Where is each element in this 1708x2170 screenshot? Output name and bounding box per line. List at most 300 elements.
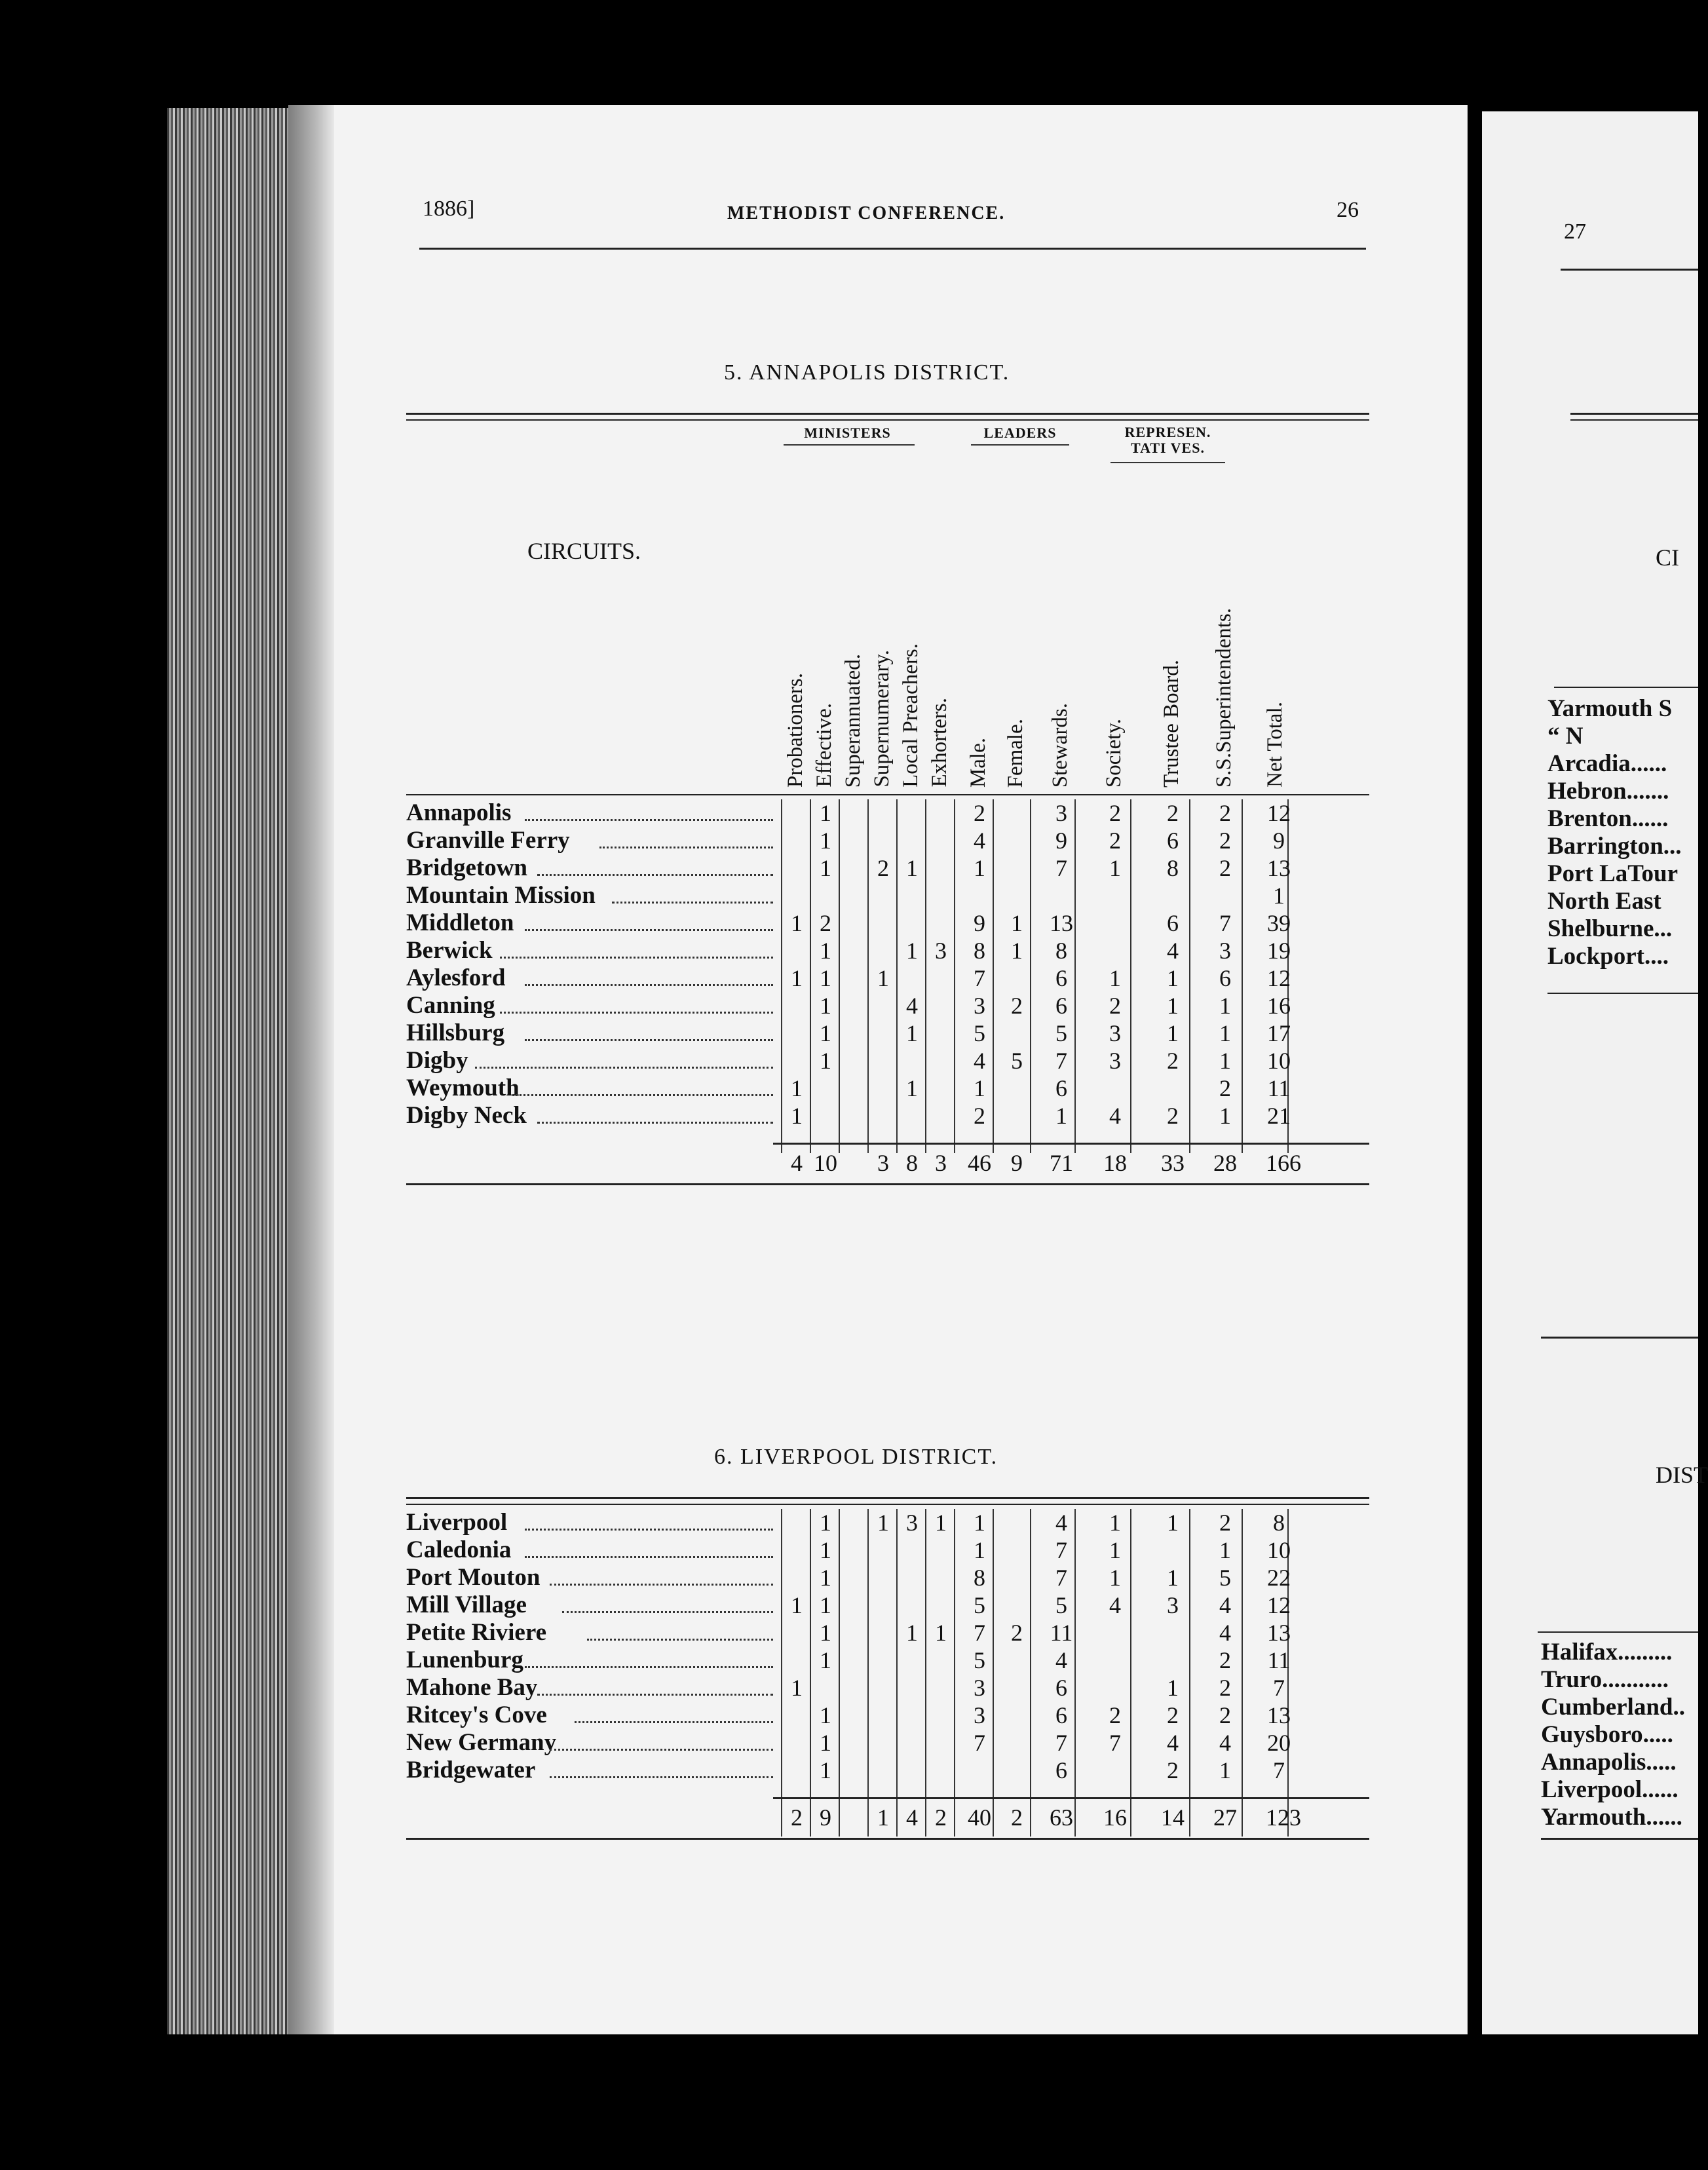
dot-leader bbox=[512, 1094, 773, 1096]
liverpool-table bbox=[406, 1497, 1369, 1838]
annapolis-table-body bbox=[406, 799, 1369, 1176]
table-cell: 6 bbox=[1055, 1757, 1067, 1783]
liverpool-row bbox=[406, 1536, 1369, 1564]
table-cell: 2 bbox=[1219, 1510, 1231, 1536]
circuit-name: Mountain Mission bbox=[406, 882, 596, 909]
table-cell: 1 bbox=[974, 1510, 985, 1536]
table-cell: 7 bbox=[1273, 1675, 1285, 1701]
table-cell: 1 bbox=[974, 1537, 985, 1563]
header-page-number: 26 bbox=[1337, 198, 1359, 222]
table-cell: 1 bbox=[791, 1103, 803, 1129]
table-cell: 5 bbox=[1055, 1592, 1067, 1618]
dot-leader bbox=[612, 902, 773, 904]
table-cell: 1 bbox=[820, 1048, 831, 1074]
dot-leader bbox=[537, 1694, 773, 1696]
table-cell: 2 bbox=[820, 910, 831, 936]
table-cell: 1 bbox=[820, 1757, 831, 1783]
circuit-name: Mahone Bay bbox=[406, 1674, 538, 1701]
table-cell: 11 bbox=[1267, 1647, 1291, 1673]
column-headings bbox=[406, 413, 1369, 806]
liverpool-row bbox=[406, 1674, 1369, 1702]
annapolis-row bbox=[406, 1019, 1369, 1047]
annapolis-row bbox=[406, 882, 1369, 909]
total-cell: 71 bbox=[1050, 1150, 1073, 1176]
table-cell: 7 bbox=[1055, 1537, 1067, 1563]
table-cell: 1 bbox=[820, 800, 831, 826]
circuit-name: Cumberland.. bbox=[1541, 1694, 1685, 1721]
table-cell: 2 bbox=[1219, 1647, 1231, 1673]
table-cell: 2 bbox=[877, 855, 889, 881]
col-female: Female. bbox=[1004, 718, 1027, 788]
table-cell: 12 bbox=[1267, 965, 1291, 991]
total-cell: 33 bbox=[1161, 1150, 1185, 1176]
table-cell: 1 bbox=[935, 1620, 947, 1646]
total-cell: 10 bbox=[814, 1150, 837, 1176]
table-cell: 39 bbox=[1267, 910, 1291, 936]
table-cell: 3 bbox=[935, 938, 947, 964]
table-cell: 1 bbox=[906, 938, 918, 964]
annapolis-row bbox=[406, 1075, 1369, 1102]
table-cell: 13 bbox=[1050, 910, 1073, 936]
table-cell: 8 bbox=[974, 938, 985, 964]
circuit-name: Yarmouth...... bbox=[1541, 1804, 1682, 1831]
table-cell: 1 bbox=[791, 910, 803, 936]
table-cell: 1 bbox=[935, 1510, 947, 1536]
total-cell: 9 bbox=[820, 1804, 831, 1831]
circuit-name: Yarmouth S bbox=[1547, 695, 1673, 722]
table-cell: 3 bbox=[1055, 800, 1067, 826]
circuit-name: Annapolis bbox=[406, 799, 512, 826]
right-page bbox=[1482, 111, 1708, 2034]
table-cell: 2 bbox=[974, 1103, 985, 1129]
table-cell: 5 bbox=[974, 1592, 985, 1618]
col-stewards: Stewards. bbox=[1048, 702, 1072, 788]
annapolis-row bbox=[406, 937, 1369, 964]
table-cell: 2 bbox=[1109, 800, 1121, 826]
table-cell: 1 bbox=[791, 1075, 803, 1101]
table-cell: 1 bbox=[1167, 993, 1179, 1019]
table-cell: 3 bbox=[1109, 1020, 1121, 1046]
table-cell: 4 bbox=[1109, 1103, 1121, 1129]
table-cell: 1 bbox=[877, 965, 889, 991]
table-cell: 6 bbox=[1055, 993, 1067, 1019]
table-cell: 2 bbox=[974, 800, 985, 826]
liverpool-totals-row bbox=[406, 1804, 1369, 1831]
total-cell: 4 bbox=[906, 1804, 918, 1831]
circuit-name: New Germany bbox=[406, 1729, 557, 1756]
total-cell: 4 bbox=[791, 1150, 803, 1176]
table-cell: 7 bbox=[1055, 1048, 1067, 1074]
total-cell: 2 bbox=[791, 1804, 803, 1831]
table-cell: 1 bbox=[820, 938, 831, 964]
dot-leader bbox=[475, 1067, 773, 1069]
table-cell: 1 bbox=[1273, 883, 1285, 909]
table-bottom-rule bbox=[406, 1183, 1369, 1185]
dot-leader bbox=[525, 984, 773, 986]
circuit-name: Liverpool...... bbox=[1541, 1776, 1679, 1803]
total-cell: 46 bbox=[968, 1150, 991, 1176]
total-cell: 63 bbox=[1050, 1804, 1073, 1831]
table-cell: 1 bbox=[820, 965, 831, 991]
col-supernumerary: Supernumerary. bbox=[870, 650, 894, 788]
dot-leader bbox=[525, 1556, 773, 1558]
table-cell: 4 bbox=[1219, 1730, 1231, 1756]
circuit-name: Hillsburg bbox=[406, 1019, 505, 1046]
table-cell: 4 bbox=[1055, 1510, 1067, 1536]
dot-leader bbox=[550, 1776, 773, 1778]
table-cell: 7 bbox=[1219, 910, 1231, 936]
total-cell: 8 bbox=[906, 1150, 918, 1176]
dot-leader bbox=[599, 847, 773, 848]
total-cell: 3 bbox=[877, 1150, 889, 1176]
col-local-preachers: Local Preachers. bbox=[899, 643, 922, 788]
table-cell: 2 bbox=[1219, 855, 1231, 881]
table-cell: 3 bbox=[974, 1675, 985, 1701]
table-cell: 1 bbox=[1109, 1565, 1121, 1591]
liverpool-table-body bbox=[406, 1509, 1369, 1837]
dot-leader bbox=[562, 1611, 773, 1613]
annapolis-row bbox=[406, 799, 1369, 827]
table-cell: 1 bbox=[906, 1075, 918, 1101]
table-cell: 7 bbox=[1109, 1730, 1121, 1756]
table-cell: 7 bbox=[1055, 1565, 1067, 1591]
dot-leader bbox=[500, 957, 773, 959]
circuit-name: Petite Riviere bbox=[406, 1619, 546, 1646]
total-cell: 40 bbox=[968, 1804, 991, 1831]
table-cell: 17 bbox=[1267, 1020, 1291, 1046]
table-cell: 8 bbox=[1273, 1510, 1285, 1536]
circuit-name: Liverpool bbox=[406, 1509, 508, 1536]
col-superannuated: Superannuated. bbox=[841, 653, 865, 788]
dot-leader bbox=[587, 1639, 773, 1641]
total-cell: 2 bbox=[935, 1804, 947, 1831]
table-cell: 1 bbox=[820, 1620, 831, 1646]
circuit-name: Arcadia...... bbox=[1547, 750, 1667, 777]
table-cell: 21 bbox=[1267, 1103, 1291, 1129]
table-cell: 13 bbox=[1267, 1702, 1291, 1728]
table-cell: 1 bbox=[791, 1592, 803, 1618]
table-cell: 20 bbox=[1267, 1730, 1291, 1756]
table-cell: 4 bbox=[1219, 1620, 1231, 1646]
table-cell: 1 bbox=[1167, 1510, 1179, 1536]
total-cell: 14 bbox=[1161, 1804, 1185, 1831]
table-cell: 2 bbox=[1219, 1702, 1231, 1728]
table-cell: 2 bbox=[1109, 1702, 1121, 1728]
table-cell: 10 bbox=[1267, 1048, 1291, 1074]
total-cell: 166 bbox=[1266, 1150, 1301, 1176]
dot-leader bbox=[537, 1122, 773, 1124]
col-society: Society. bbox=[1102, 718, 1126, 788]
liverpool-row bbox=[406, 1702, 1369, 1729]
table-cell: 3 bbox=[974, 1702, 985, 1728]
header-title: METHODIST CONFERENCE. bbox=[727, 203, 1006, 223]
table-cell: 2 bbox=[1219, 1075, 1231, 1101]
table-cell: 1 bbox=[820, 1702, 831, 1728]
table-cell: 10 bbox=[1267, 1537, 1291, 1563]
table-cell: 5 bbox=[1219, 1565, 1231, 1591]
table-cell: 1 bbox=[820, 1730, 831, 1756]
table-cell: 1 bbox=[1219, 993, 1231, 1019]
table-cell: 4 bbox=[974, 1048, 985, 1074]
total-cell: 28 bbox=[1213, 1150, 1237, 1176]
circuit-name: Barrington... bbox=[1547, 833, 1682, 860]
table-cell: 6 bbox=[1055, 1702, 1067, 1728]
table-cell: 2 bbox=[1167, 800, 1179, 826]
table-cell: 7 bbox=[974, 1620, 985, 1646]
col-exhorters: Exhorters. bbox=[928, 698, 951, 788]
dot-leader bbox=[550, 1584, 773, 1586]
table-cell: 6 bbox=[1219, 965, 1231, 991]
total-cell: 9 bbox=[1011, 1150, 1023, 1176]
col-male: Male. bbox=[966, 737, 990, 788]
table-cell: 1 bbox=[1219, 1537, 1231, 1563]
annapolis-row bbox=[406, 909, 1369, 937]
yarmouth-circuit-list bbox=[1547, 695, 1698, 983]
table-cell: 6 bbox=[1167, 910, 1179, 936]
table-cell: 1 bbox=[820, 1565, 831, 1591]
table-cell: 1 bbox=[1167, 965, 1179, 991]
ministers-group-label: MINISTERS bbox=[804, 425, 891, 441]
right-page-number: 27 bbox=[1564, 219, 1586, 244]
table-cell: 8 bbox=[1055, 938, 1067, 964]
table-cell: 5 bbox=[1011, 1048, 1023, 1074]
liverpool-row bbox=[406, 1564, 1369, 1591]
circuit-name: Middleton bbox=[406, 909, 514, 936]
table-cell: 7 bbox=[974, 1730, 985, 1756]
table-bottom-rule bbox=[406, 1838, 1369, 1840]
total-cell: 16 bbox=[1103, 1804, 1127, 1831]
table-cell: 7 bbox=[1055, 1730, 1067, 1756]
total-cell: 1 bbox=[877, 1804, 889, 1831]
table-cell: 2 bbox=[1109, 828, 1121, 854]
dot-leader bbox=[575, 1721, 773, 1723]
left-page bbox=[288, 105, 1468, 2034]
liverpool-row bbox=[406, 1591, 1369, 1619]
annapolis-row bbox=[406, 964, 1369, 992]
total-cell: 18 bbox=[1103, 1150, 1127, 1176]
liverpool-row bbox=[406, 1619, 1369, 1647]
table-cell: 3 bbox=[974, 993, 985, 1019]
liverpool-title: 6. LIVERPOOL DISTRICT. bbox=[714, 1445, 998, 1469]
table-cell: 6 bbox=[1055, 1075, 1067, 1101]
table-cell: 2 bbox=[1167, 1048, 1179, 1074]
table-cell: 11 bbox=[1050, 1620, 1073, 1646]
table-cell: 6 bbox=[1055, 965, 1067, 991]
circuit-name: Port Mouton bbox=[406, 1564, 541, 1591]
circuit-name: Granville Ferry bbox=[406, 827, 570, 854]
table-cell: 2 bbox=[1167, 1103, 1179, 1129]
table-cell: 2 bbox=[1219, 800, 1231, 826]
dot-leader bbox=[525, 819, 773, 821]
col-effective: Effective. bbox=[812, 703, 836, 788]
table-cell: 22 bbox=[1267, 1565, 1291, 1591]
circuit-name: Digby bbox=[406, 1047, 468, 1074]
table-cell: 6 bbox=[1055, 1675, 1067, 1701]
table-cell: 7 bbox=[974, 965, 985, 991]
table-cell: 12 bbox=[1267, 1592, 1291, 1618]
table-cell: 16 bbox=[1267, 993, 1291, 1019]
table-cell: 1 bbox=[1167, 1565, 1179, 1591]
circuit-name: Mill Village bbox=[406, 1591, 527, 1618]
circuit-name: Brenton...... bbox=[1547, 805, 1669, 832]
table-cell: 1 bbox=[906, 1020, 918, 1046]
table-cell: 3 bbox=[1167, 1592, 1179, 1618]
circuit-name: Berwick bbox=[406, 937, 493, 964]
circuit-name: Bridgewater bbox=[406, 1757, 536, 1783]
table-cell: 1 bbox=[1109, 965, 1121, 991]
table-cell: 5 bbox=[974, 1020, 985, 1046]
col-net-total: Net Total. bbox=[1263, 702, 1287, 788]
table-cell: 2 bbox=[1167, 1757, 1179, 1783]
table-cell: 5 bbox=[974, 1647, 985, 1673]
col-probationers: Probationers. bbox=[784, 672, 807, 788]
table-cell: 13 bbox=[1267, 1620, 1291, 1646]
table-cell: 4 bbox=[1167, 938, 1179, 964]
table-cell: 7 bbox=[1055, 855, 1067, 881]
liverpool-row bbox=[406, 1647, 1369, 1674]
annapolis-row bbox=[406, 992, 1369, 1019]
table-cell: 2 bbox=[1167, 1702, 1179, 1728]
table-cell: 5 bbox=[1055, 1020, 1067, 1046]
table-cell: 1 bbox=[1219, 1103, 1231, 1129]
table-cell: 1 bbox=[820, 1537, 831, 1563]
circuit-name: Digby Neck bbox=[406, 1102, 527, 1129]
table-cell: 6 bbox=[1167, 828, 1179, 854]
circuit-name: Ritcey's Cove bbox=[406, 1702, 547, 1728]
table-cell: 1 bbox=[906, 855, 918, 881]
total-cell: 3 bbox=[935, 1150, 947, 1176]
table-cell: 1 bbox=[1219, 1048, 1231, 1074]
col-trustee-board: Trustee Board. bbox=[1160, 660, 1183, 788]
table-cell: 1 bbox=[791, 1675, 803, 1701]
table-cell: 1 bbox=[820, 993, 831, 1019]
table-cell: 1 bbox=[1219, 1757, 1231, 1783]
circuit-name: Halifax......... bbox=[1541, 1639, 1673, 1666]
table-cell: 3 bbox=[906, 1510, 918, 1536]
table-cell: 1 bbox=[820, 855, 831, 881]
annapolis-row bbox=[406, 827, 1369, 854]
dot-leader bbox=[550, 1749, 773, 1751]
circuit-name: North East bbox=[1547, 888, 1661, 915]
table-cell: 1 bbox=[877, 1510, 889, 1536]
circuit-name: Lockport.... bbox=[1547, 943, 1669, 970]
totals-rule bbox=[773, 1797, 1369, 1799]
table-cell: 1 bbox=[820, 1020, 831, 1046]
total-cell: 27 bbox=[1213, 1804, 1237, 1831]
header-rule bbox=[419, 248, 1366, 250]
table-cell: 19 bbox=[1267, 938, 1291, 964]
table-cell: 3 bbox=[1219, 938, 1231, 964]
table-cell: 2 bbox=[1219, 828, 1231, 854]
circuit-name: “ N bbox=[1547, 723, 1584, 750]
dot-leader bbox=[525, 929, 773, 931]
table-cell: 1 bbox=[820, 1647, 831, 1673]
table-cell: 1 bbox=[1109, 1537, 1121, 1563]
circuit-name: Guysboro..... bbox=[1541, 1721, 1673, 1748]
table-cell: 1 bbox=[1109, 855, 1121, 881]
dot-leader bbox=[525, 1039, 773, 1041]
table-cell: 1 bbox=[820, 828, 831, 854]
table-cell: 7 bbox=[1273, 1757, 1285, 1783]
table-cell: 1 bbox=[1011, 938, 1023, 964]
table-cell: 8 bbox=[974, 1565, 985, 1591]
dot-leader bbox=[537, 874, 773, 876]
circuit-name: Bridgetown bbox=[406, 854, 527, 881]
table-cell: 4 bbox=[906, 993, 918, 1019]
circuit-name: Canning bbox=[406, 992, 495, 1019]
annapolis-title: 5. ANNAPOLIS DISTRICT. bbox=[724, 360, 1010, 385]
table-cell: 2 bbox=[1011, 1620, 1023, 1646]
table-cell: 1 bbox=[1011, 910, 1023, 936]
total-cell: 2 bbox=[1011, 1804, 1023, 1831]
table-cell: 9 bbox=[974, 910, 985, 936]
circuit-name: Truro........... bbox=[1541, 1666, 1669, 1693]
annapolis-row bbox=[406, 854, 1369, 882]
table-cell: 9 bbox=[1273, 828, 1285, 854]
annapolis-row bbox=[406, 1047, 1369, 1075]
district-summary-list bbox=[1541, 1638, 1698, 1848]
table-cell: 2 bbox=[1011, 993, 1023, 1019]
leaders-group-label: LEADERS bbox=[983, 425, 1057, 441]
table-cell: 1 bbox=[974, 855, 985, 881]
circuit-name: Port LaTour bbox=[1547, 860, 1679, 887]
table-cell: 1 bbox=[1109, 1510, 1121, 1536]
liverpool-row bbox=[406, 1729, 1369, 1757]
table-cell: 12 bbox=[1267, 800, 1291, 826]
table-cell: 1 bbox=[1167, 1675, 1179, 1701]
circuit-name: Weymouth bbox=[406, 1075, 520, 1101]
table-cell: 4 bbox=[1109, 1592, 1121, 1618]
table-cell: 2 bbox=[1109, 993, 1121, 1019]
table-cell: 1 bbox=[820, 1592, 831, 1618]
dot-leader bbox=[525, 1666, 773, 1668]
circuit-name: Shelburne... bbox=[1547, 915, 1673, 942]
representatives-group-label: REPRESEN. TATI VES. bbox=[1124, 424, 1211, 456]
table-cell: 4 bbox=[1219, 1592, 1231, 1618]
table-cell: 4 bbox=[1167, 1730, 1179, 1756]
table-cell: 8 bbox=[1167, 855, 1179, 881]
table-cell: 1 bbox=[1055, 1103, 1067, 1129]
right-circuits-heading: CI bbox=[1656, 544, 1679, 571]
liverpool-row bbox=[406, 1757, 1369, 1784]
circuit-name: Caledonia bbox=[406, 1536, 512, 1563]
table-cell: 1 bbox=[1219, 1020, 1231, 1046]
dot-leader bbox=[500, 1012, 773, 1014]
table-cell: 11 bbox=[1267, 1075, 1291, 1101]
table-cell: 1 bbox=[791, 965, 803, 991]
total-cell: 123 bbox=[1266, 1804, 1301, 1831]
table-cell: 1 bbox=[906, 1620, 918, 1646]
circuit-name: Lunenburg bbox=[406, 1647, 523, 1673]
circuits-heading: CIRCUITS. bbox=[527, 538, 641, 564]
col-ss-superintendents: S.S.Superintendents. bbox=[1212, 607, 1236, 788]
annapolis-totals-row bbox=[406, 1149, 1369, 1177]
circuit-name: Aylesford bbox=[406, 964, 506, 991]
table-cell: 3 bbox=[1109, 1048, 1121, 1074]
circuit-name: Hebron....... bbox=[1547, 778, 1669, 805]
liverpool-row bbox=[406, 1509, 1369, 1536]
header-year: 1886] bbox=[423, 197, 475, 221]
table-cell: 1 bbox=[820, 1510, 831, 1536]
annapolis-table bbox=[406, 413, 1369, 1199]
table-cell: 1 bbox=[1167, 1020, 1179, 1046]
circuit-name: Annapolis..... bbox=[1541, 1749, 1677, 1776]
table-cell: 4 bbox=[974, 828, 985, 854]
table-cell: 4 bbox=[1055, 1647, 1067, 1673]
dot-leader bbox=[525, 1529, 773, 1531]
annapolis-row bbox=[406, 1102, 1369, 1130]
page-gutter bbox=[288, 105, 334, 2034]
